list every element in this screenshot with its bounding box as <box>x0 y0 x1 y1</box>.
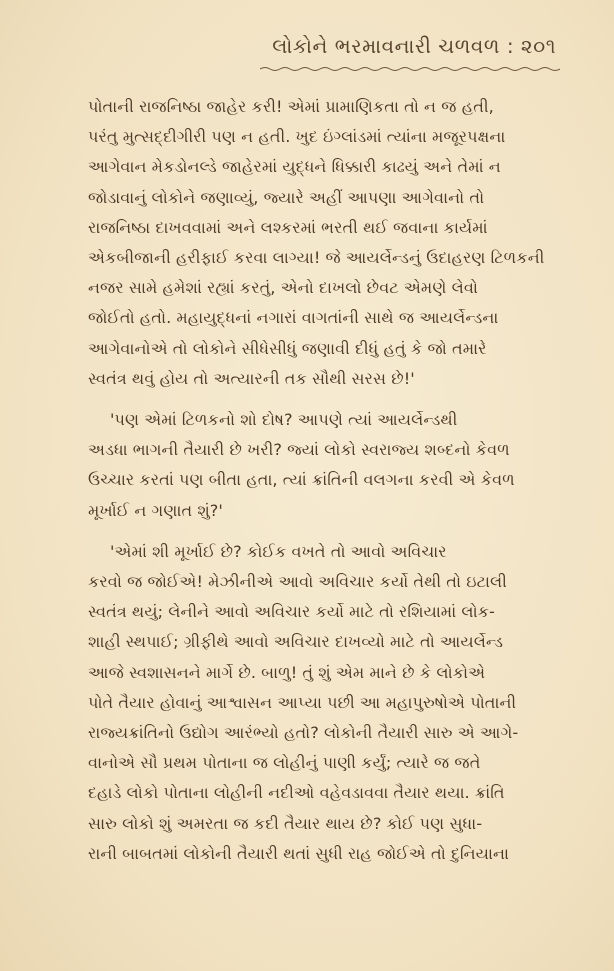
text-line: ઉચ્ચાર કરતાં પણ બીતા હતા, ત્યાં ક્રાંતિની વલગના કરવી એ કેવળ <box>88 470 515 490</box>
text-line: કરવો જ જોઈએ! મેઝીનીએ આવો અવિચાર કર્યો તેથી તો ઇટાલી <box>88 572 507 592</box>
text-line: સ્વતંત્ર થવું હોય તો અત્યારની તક સૌથી સરસ છે!' <box>88 368 415 388</box>
paragraph-1 <box>88 92 558 394</box>
text-line: શાહી સ્થપાઈ; ગ્રીફીથે આવો અવિચાર દાખવ્યો માટે તો આયર્લેન્ડ <box>88 632 503 652</box>
text-line: દહાડે લોકો પોતાના લોહીની નદીઓ વહેવડાવવા તૈયાર થયા. ક્રાંતિ <box>88 783 505 803</box>
running-header: લોકોને ભરમાવનારી ચળવળ : ૨૦૧ <box>272 34 556 58</box>
body-text <box>88 92 558 880</box>
text-line: પોતાની રાજનિષ્ઠા જાહેર કરી! એમાં પ્રામાણિકતા તો ન જ હતી, <box>88 97 494 116</box>
text-line: નજર સામે હમેશાં રહ્યાં કરતું, એનો દાખલો છેવટ એમણે લેવો <box>88 278 478 298</box>
text-line: રાની બાબતમાં લોકોની તૈયારી થતાં સુધી રાહ જોઈએ તો દુનિયાના <box>88 843 509 863</box>
text-line: 'એમાં શી મૂર્ખાઈ છે? કોઈક વખતે તો આવો અવિચાર <box>110 541 447 561</box>
text-line: અડધા ભાગની તૈયારી છે ખરી? જ્યાં લોકો સ્વરાજ્ય શબ્દનો કેવળ <box>88 440 510 460</box>
paragraph-2 <box>88 405 558 526</box>
text-line: મૂર્ખાઈ ન ગણાત શું?' <box>88 500 223 520</box>
text-line: વાનોએ સૌ પ્રથમ પોતાના જ લોહીનું પાણી કર્યું; ત્યારે જ જતે <box>88 753 481 773</box>
text-line: રાજનિષ્ઠા દાખવવામાં અને લશ્કરમાં ભરતી થઈ જવાના કાર્યમાં <box>88 217 488 237</box>
text-line: જોઈતો હતો. મહાયુદ્ધનાં નગારાં વાગતાંની સાથે જ આયર્લેન્ડના <box>88 308 499 328</box>
text-line: 'પણ એમાં ટિળકનો શો દોષ? આપણે ત્યાં આયર્લેન્ડથી <box>110 410 458 430</box>
text-line: સ્વતંત્ર થયું; લેનીને આવો અવિચાર કર્યો માટે તો રશિયામાં લોક- <box>88 602 495 622</box>
paragraph-3 <box>88 537 558 869</box>
text-line: જોડાવાનું લોકોને જણાવ્યું, જ્યારે અહીં આપણા આગેવાનો તો <box>88 187 485 207</box>
text-line: આગેવાન મેકડોનલ્ડે જાહેરમાં યુદ્ધને ધિક્કારી કાઢયું અને તેમાં ન <box>88 157 501 177</box>
header-wavy-rule <box>260 66 560 72</box>
text-line: પરંતુ મુત્સદ્દીગીરી પણ ન હતી. ખુદ ઇંગ્લાંડમાં ત્યાંના મજૂરપક્ષના <box>88 127 506 147</box>
text-line: એકબીજાની હરીફાઈ કરવા લાગ્યા! જે આયર્લેન્ડનું ઉદાહરણ ટિળકની <box>88 248 545 268</box>
text-line: આજે સ્વશાસનને માર્ગે છે. બાળુ! તું શું એમ માને છે કે લોકોએ <box>88 662 486 682</box>
text-line: પોતે તૈયાર હોવાનું આશ્વાસન આપ્યા પછી આ મહાપુરુષોએ પોતાની <box>88 692 517 712</box>
text-line: સારુ લોકો શું અમરતા જ કદી તૈયાર થાય છે? કોઈ પણ સુધા- <box>88 813 483 833</box>
text-line: રાજ્યક્રાંતિનો ઉદ્યોગ આરંભ્યો હતો? લોકોની તૈયારી સારુ એ આગે- <box>88 723 519 743</box>
text-line: આગેવાનોએ તો લોકોને સીધેસીધું જણાવી દીધું હતું કે જો તમારે <box>88 338 487 358</box>
